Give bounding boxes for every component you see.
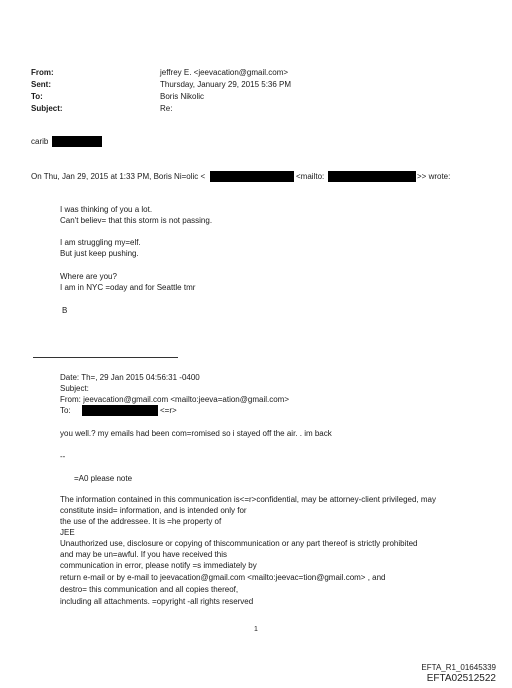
redaction-box	[210, 171, 294, 182]
quoted-line: Can't believ= that this storm is not passing.	[60, 216, 213, 225]
disclaimer-line: JEE	[60, 528, 75, 537]
subject-value: Re:	[160, 104, 173, 113]
original-subject: Subject:	[60, 384, 89, 393]
original-body: you well.? my emails had been com=romised so i stayed off the air. . im back	[60, 429, 332, 438]
original-to-tail: <=r>	[160, 406, 177, 415]
disclaimer-line: Unauthorized use, disclosure or copying of thiscommunication or any part thereof is strictly prohibited	[60, 539, 418, 548]
redaction-box	[328, 171, 416, 182]
please-note: =A0 please note	[74, 474, 133, 483]
footer-id-2: EFTA02512522	[426, 673, 496, 684]
quoted-line: I was thinking of you a lot.	[60, 205, 153, 214]
disclaimer-line: constitute insid= information, and is intended only for	[60, 506, 247, 515]
disclaimer-line: the use of the addressee. It is =he property of	[60, 517, 222, 526]
quoted-line: Where are you?	[60, 272, 117, 281]
to-value: Boris Nikolic	[160, 92, 205, 101]
original-date: Date: Th=, 29 Jan 2015 04:56:31 -0400	[60, 373, 200, 382]
divider-rule	[33, 357, 178, 358]
disclaimer-line: including all attachments. =opyright -all rights reserved	[60, 597, 254, 606]
quote-line-suffix: >> wrote:	[417, 172, 451, 181]
disclaimer-line: return e-mail or by e-mail to jeevacation@gmail.com <mailto:jeevac=tion@gmail.com> , and	[60, 573, 386, 582]
reply-text: carib	[31, 137, 49, 146]
subject-label: Subject:	[31, 104, 63, 113]
redaction-box	[82, 405, 158, 416]
quoted-line: I am struggling my=elf.	[60, 238, 141, 247]
original-to-label: To:	[60, 406, 71, 415]
disclaimer-line: The information contained in this communication is<=r>confidential, may be attorney-client privileged, may	[60, 495, 436, 504]
sent-value: Thursday, January 29, 2015 5:36 PM	[160, 80, 292, 89]
original-from: From: jeevacation@gmail.com <mailto:jeeva=ation@gmail.com>	[60, 395, 290, 404]
from-label: From:	[31, 68, 54, 77]
quoted-signature: B	[62, 306, 68, 315]
disclaimer-line: destro= this communication and all copies thereof,	[60, 585, 239, 594]
footer-id-1: EFTA_R1_01645339	[421, 663, 496, 672]
quoted-line: I am in NYC =oday and for Seattle tmr	[60, 283, 196, 292]
disclaimer-line: communication in error, please notify =s immediately by	[60, 561, 257, 570]
signature-separator: --	[60, 452, 66, 461]
disclaimer-line: and may be un=awful. If you have received this	[60, 550, 227, 559]
sent-label: Sent:	[31, 80, 51, 89]
to-label: To:	[31, 92, 43, 101]
redaction-box	[52, 136, 102, 147]
quote-line-mailto: <mailto:	[296, 172, 325, 181]
from-value: jeffrey E. <jeevacation@gmail.com>	[160, 68, 289, 77]
quote-line-prefix: On Thu, Jan 29, 2015 at 1:33 PM, Boris Ni=olic <	[31, 172, 206, 181]
page-number: 1	[254, 626, 258, 633]
quoted-line: But just keep pushing.	[60, 249, 139, 258]
